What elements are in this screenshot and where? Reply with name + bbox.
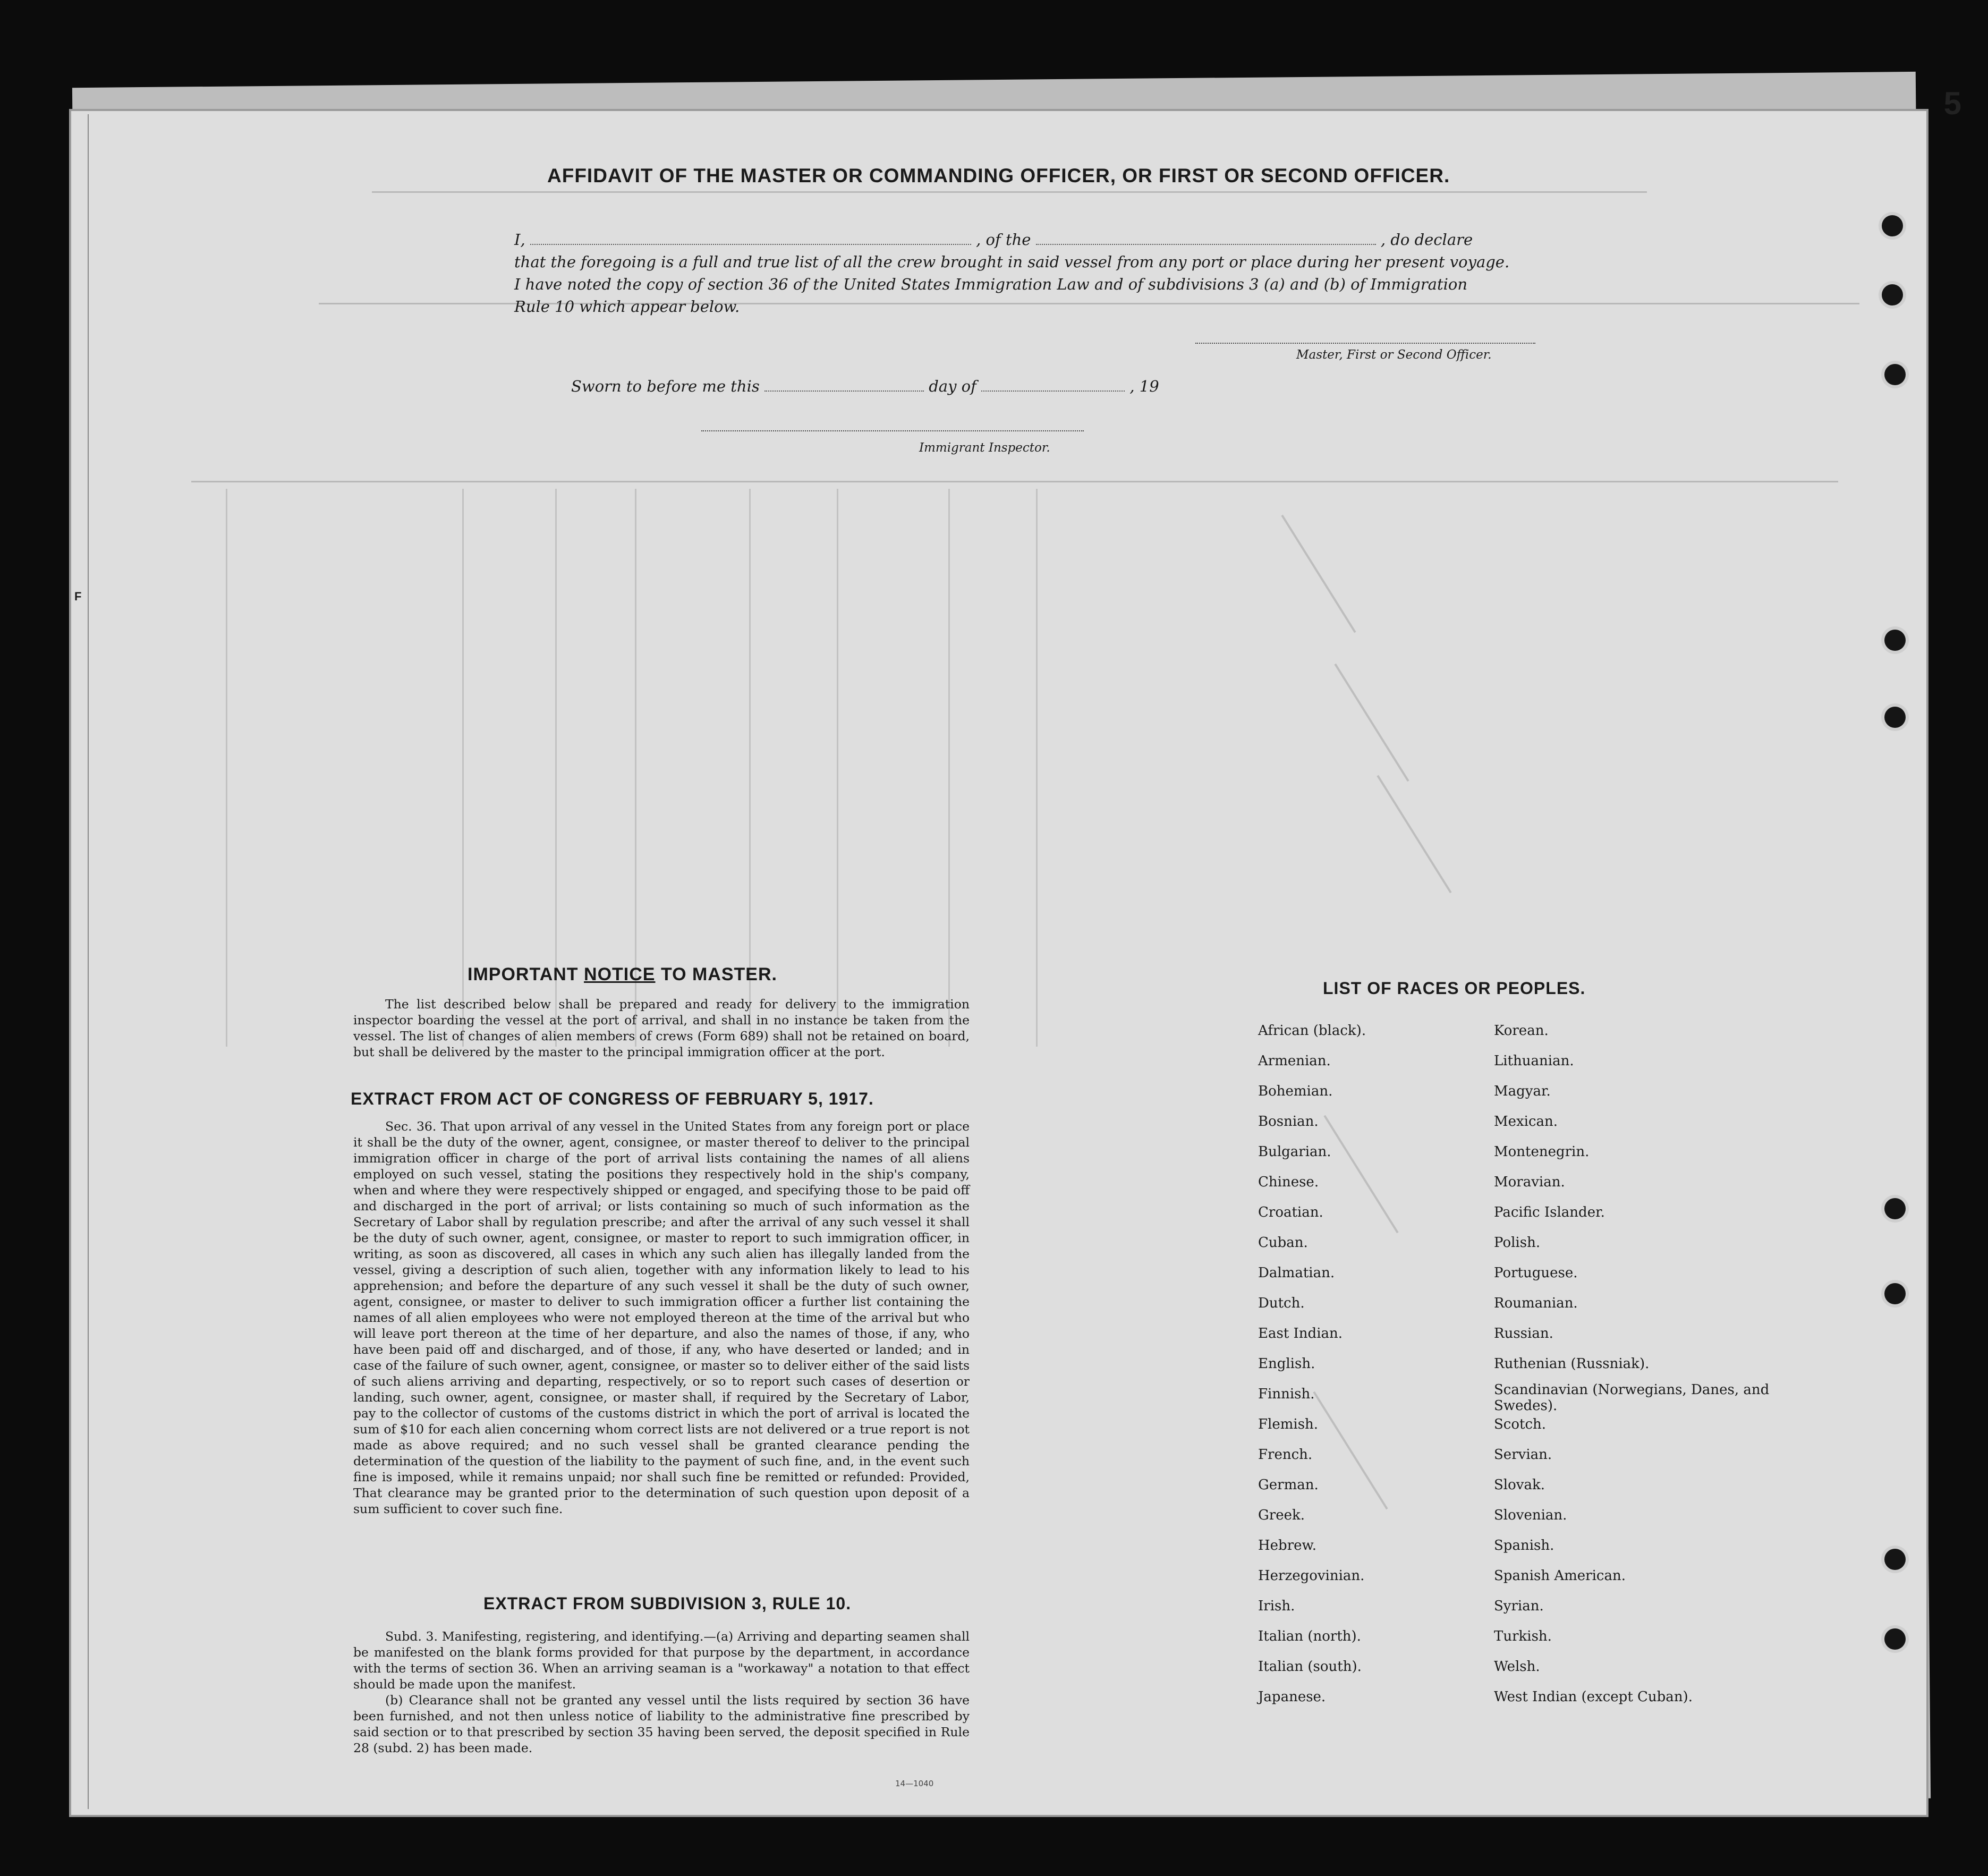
race-item: Bulgarian. bbox=[1258, 1144, 1331, 1160]
race-item: Dalmatian. bbox=[1258, 1265, 1335, 1281]
bleed-through-column bbox=[555, 489, 557, 1047]
affidavit-of-the: , of the bbox=[976, 231, 1031, 249]
race-item: Slovenian. bbox=[1494, 1507, 1567, 1523]
race-item: Welsh. bbox=[1494, 1659, 1540, 1675]
race-item: Polish. bbox=[1494, 1235, 1541, 1251]
race-item: Spanish American. bbox=[1494, 1568, 1626, 1584]
rule-text-b: (b) Clearance shall not be granted any vessel until the lists required by section 36 have been furnished, and not then unless notice of liability to the administrative fine prescribed by said section or to that prescribed by section 35 having been served, the deposit specified in Rule 28 (subd. 2) has been made. bbox=[353, 1693, 970, 1755]
race-item: Servian. bbox=[1494, 1447, 1552, 1463]
race-item: Herzegovinian. bbox=[1258, 1568, 1365, 1584]
race-item: Turkish. bbox=[1494, 1628, 1552, 1644]
notice-heading-3: TO MASTER. bbox=[660, 964, 777, 984]
margin-rule bbox=[88, 114, 89, 1809]
race-item: Italian (north). bbox=[1258, 1628, 1361, 1644]
races-heading: LIST OF RACES OR PEOPLES. bbox=[1323, 979, 1586, 998]
act-heading: EXTRACT FROM ACT OF CONGRESS OF FEBRUARY 5, 1917. bbox=[351, 1089, 874, 1108]
bleed-through-column bbox=[1036, 489, 1038, 1047]
notice-heading bbox=[468, 964, 777, 985]
side-letter: F bbox=[74, 590, 82, 603]
sworn-year: , 19 bbox=[1129, 377, 1159, 395]
race-item: Finnish. bbox=[1258, 1386, 1315, 1402]
punch-hole bbox=[1884, 707, 1906, 728]
race-item: Korean. bbox=[1494, 1023, 1549, 1039]
punch-hole bbox=[1882, 284, 1903, 305]
manifest-page bbox=[69, 109, 1928, 1817]
punch-hole bbox=[1884, 1198, 1906, 1219]
affidavit-declare: , do declare bbox=[1380, 231, 1473, 249]
race-item: Chinese. bbox=[1258, 1174, 1319, 1190]
sworn-start: Sworn to before me this bbox=[571, 377, 760, 395]
notice-heading-1: IMPORTANT bbox=[468, 964, 579, 984]
race-item: Roumanian. bbox=[1494, 1295, 1578, 1311]
race-item: Syrian. bbox=[1494, 1598, 1544, 1614]
race-item: English. bbox=[1258, 1356, 1315, 1372]
sworn-line bbox=[571, 377, 1159, 395]
affidavit-line-2: that the foregoing is a full and true list of all the crew brought in said vessel from any port or place during her present voyage. bbox=[514, 253, 1510, 271]
race-item: African (black). bbox=[1258, 1023, 1366, 1039]
punch-hole bbox=[1884, 630, 1906, 651]
punch-hole bbox=[1884, 1549, 1906, 1570]
bleed-through-column bbox=[948, 489, 950, 1047]
race-item: Pacific Islander. bbox=[1494, 1204, 1605, 1220]
vessel-blank bbox=[1036, 244, 1376, 245]
race-item: Dutch. bbox=[1258, 1295, 1305, 1311]
punch-hole bbox=[1884, 1628, 1906, 1650]
affidavit-line-3: I have noted the copy of section 36 of the United States Immigration Law and of subdivisions 3 (a) and (b) of Immigration bbox=[514, 275, 1468, 293]
race-item: Bohemian. bbox=[1258, 1083, 1333, 1099]
race-item: Armenian. bbox=[1258, 1053, 1331, 1069]
affidavit-body bbox=[514, 228, 1540, 318]
race-item: Moravian. bbox=[1494, 1174, 1565, 1190]
race-item: Magyar. bbox=[1494, 1083, 1551, 1099]
race-item: Flemish. bbox=[1258, 1416, 1319, 1432]
bleed-through-column bbox=[749, 489, 751, 1047]
punch-hole bbox=[1882, 215, 1903, 236]
affidavit-i: I, bbox=[514, 231, 525, 249]
race-item: Mexican. bbox=[1494, 1114, 1558, 1130]
race-item: German. bbox=[1258, 1477, 1319, 1493]
race-item: Ruthenian (Russniak). bbox=[1494, 1356, 1650, 1372]
race-item: Italian (south). bbox=[1258, 1659, 1362, 1675]
day-blank bbox=[764, 391, 924, 392]
race-item: Lithuanian. bbox=[1494, 1053, 1574, 1069]
inspector-label: Immigrant Inspector. bbox=[919, 441, 1050, 455]
punch-hole bbox=[1884, 1283, 1906, 1304]
affidavit-line-4: Rule 10 which appear below. bbox=[514, 298, 740, 316]
race-item: Russian. bbox=[1494, 1326, 1553, 1342]
race-item: West Indian (except Cuban). bbox=[1494, 1689, 1693, 1705]
inspector-signature-line bbox=[701, 430, 1084, 431]
bleed-through-column bbox=[635, 489, 636, 1047]
race-item: Spanish. bbox=[1494, 1538, 1554, 1554]
punch-hole bbox=[1884, 364, 1906, 385]
race-item: Portuguese. bbox=[1494, 1265, 1578, 1281]
race-item: Scotch. bbox=[1494, 1416, 1547, 1432]
race-item: Irish. bbox=[1258, 1598, 1295, 1614]
notice-text: The list described below shall be prepared and ready for delivery to the immigration inspector boarding the vessel at the port of arrival, and shall in no instance be taken from the vessel. The list of changes of alien members of crews (Form 689) shall not be retained on board, but shall be delivered by the master to the principal immigration officer at the port. bbox=[353, 997, 970, 1059]
race-item: Hebrew. bbox=[1258, 1538, 1316, 1554]
bleed-through-column bbox=[837, 489, 838, 1047]
name-blank bbox=[530, 244, 971, 245]
bleed-through-column bbox=[462, 489, 464, 1047]
race-item: Cuban. bbox=[1258, 1235, 1308, 1251]
race-item: Slovak. bbox=[1494, 1477, 1545, 1493]
race-item: Croatian. bbox=[1258, 1204, 1323, 1220]
race-item: Montenegrin. bbox=[1494, 1144, 1590, 1160]
act-text: Sec. 36. That upon arrival of any vessel in the United States from any foreign port or place it shall be the duty of the owner, agent, consignee, or master thereof to deliver to the principal immigration officer in charge of the port of arrival lists containing the names of all aliens employed on such vessel, stating the positions they respectively hold in the ship's company, when and where they were respectively shipped or engaged, and specifying those to be paid off and discharged in the port of arrival; or lists containing so much of such information as the Secretary of Labor shall by regulation prescribe; and after the arrival of any such vessel it shall be the duty of such owner, agent, consignee, or master to report to such immigration officer, in writing, as soon as discovered, all cases in which any such alien has illegally landed from the vessel, giving a description of such alien, together with any information likely to lead to his apprehension; and before the departure of any such vessel it shall be the duty of such owner, agent, consignee, or master to deliver to such immigration officer a further list containing the names of all alien employees who were not employed thereon at the time of the arrival but who will leave port thereon at the time of her departure, and also the names of those, if any, who have been paid off and discharged, and of those, if any, who have deserted or landed; and in case of the failure of such owner, agent, consignee, or master so to deliver either of the said lists of such aliens arriving and departing, respectively, or so to report such cases of desertion or landing, such owner, agent, consignee, or master shall, if required by the Secretary of Labor, pay to the collector of customs of the customs district in which the port of arrival is located the sum of $10 for each alien concerning whom correct lists are not delivered or a true report is not made as above required; and no such vessel shall be granted clearance pending the determination of the question of the liability to the payment of such fine, and, in the event such fine is imposed, while it remains unpaid; nor shall such fine be remitted or refunded: Provided, That clearance may be granted prior to the determination of such question upon deposit of a sum sufficient to cover such fine. bbox=[353, 1119, 970, 1516]
rule-text-a: Subd. 3. Manifesting, registering, and identifying.—(a) Arriving and departing seamen shall be manifested on the blank forms provided for that purpose by the department, in accordance with the terms of section 36. When an arriving seaman is a "workaway" a notation to that effect should be made upon the manifest. bbox=[353, 1629, 970, 1692]
signature-line bbox=[1195, 343, 1535, 344]
race-item: Japanese. bbox=[1258, 1689, 1326, 1705]
bleed-through-rule bbox=[191, 481, 1838, 482]
signature-label: Master, First or Second Officer. bbox=[1296, 348, 1492, 362]
bleed-through-column bbox=[226, 489, 227, 1047]
affidavit-line bbox=[514, 228, 1540, 251]
affidavit-title: AFFIDAVIT OF THE MASTER OR COMMANDING OFFICER, OR FIRST OR SECOND OFFICER. bbox=[547, 165, 1450, 186]
race-item: Bosnian. bbox=[1258, 1114, 1319, 1130]
rule-heading: EXTRACT FROM SUBDIVISION 3, RULE 10. bbox=[483, 1594, 852, 1613]
form-number: 14—1040 bbox=[895, 1779, 934, 1788]
affidavit-line-1 bbox=[514, 228, 1473, 251]
month-blank bbox=[981, 391, 1125, 392]
race-item: East Indian. bbox=[1258, 1326, 1343, 1342]
sworn-day-of: day of bbox=[929, 377, 976, 395]
race-item: Greek. bbox=[1258, 1507, 1305, 1523]
bleed-through-rule bbox=[372, 191, 1647, 193]
page-number: 5 bbox=[1943, 86, 1961, 121]
notice-heading-2: NOTICE bbox=[584, 964, 656, 984]
race-item: Scandinavian (Norwegians, Danes, and Swedes). bbox=[1494, 1382, 1770, 1414]
race-item: French. bbox=[1258, 1447, 1313, 1463]
